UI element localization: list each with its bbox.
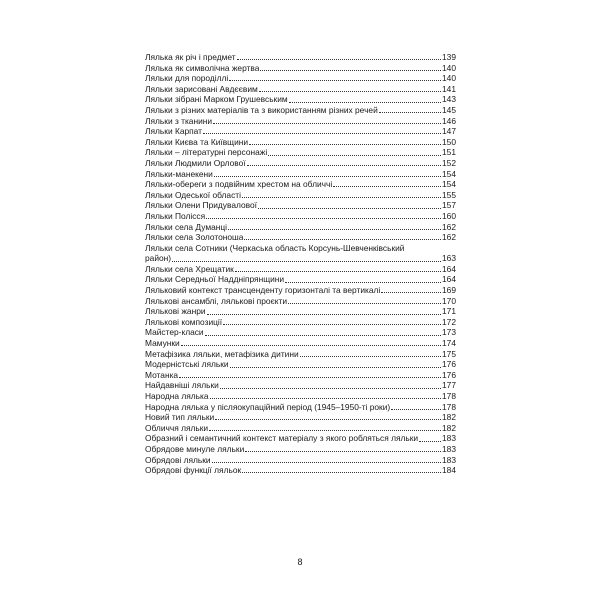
toc-entry [145,126,456,137]
toc-title: Ляльки Києва та Київщини [145,136,249,147]
toc-page-number: 140 [442,73,456,84]
toc-title: Лялька як річ і предмет [145,52,236,62]
leader-dots [259,91,441,92]
leader-dots [220,388,441,389]
toc-title: Ляльки Полісся [145,210,206,221]
toc-entry [145,52,456,63]
toc-page-number: 178 [442,401,456,412]
leader-dots [268,155,441,156]
toc-title-continuation-line [145,253,456,264]
toc-title: Лялька як символічна жертва [145,62,260,73]
leader-dots [333,186,441,187]
toc-entry [145,243,456,264]
toc-title: Майстер-класи [145,327,204,338]
toc-entry [145,423,456,434]
toc-page-number: 171 [442,306,456,317]
leader-dots [258,208,441,209]
leader-dots [210,398,442,399]
toc-title: Мамунки [145,338,180,349]
toc-title: Найдавніші ляльки [145,380,219,391]
page-number: 8 [297,557,303,567]
leader-dots [242,197,441,198]
toc-page-number: 183 [442,454,456,465]
leader-dots [229,80,441,81]
toc-page-number: 163 [442,253,456,264]
toc-entry [145,317,456,328]
toc-entry [145,211,456,222]
toc-entry [145,285,456,296]
toc-entry [145,222,456,233]
toc-page-number: 155 [442,189,456,200]
toc-page-number: 182 [442,422,456,433]
leader-dots [285,282,441,283]
toc-entry [145,359,456,370]
toc-entry [145,73,456,84]
toc-page-number: 177 [442,380,456,391]
toc-entry [145,349,456,360]
toc-page-number: 151 [442,147,456,158]
leader-dots [207,314,441,315]
toc-page-number: 147 [442,126,456,137]
toc-title: Ляльки-обереги з подвійним хрестом на обличчі [145,179,333,190]
toc-title: Мотанка [145,369,179,380]
toc-page-number: 170 [442,295,456,306]
toc-entry [145,169,456,180]
toc-page-number: 143 [442,94,456,105]
toc-page-number: 162 [442,221,456,232]
toc-entry [145,274,456,285]
toc-page-number: 173 [442,327,456,338]
table-of-contents [145,52,456,476]
leader-dots [260,70,441,71]
leader-dots [214,176,441,177]
leader-dots [288,303,441,304]
toc-entry [145,147,456,158]
toc-entry [145,94,456,105]
toc-entry [145,158,456,169]
toc-title: Лялькові композиції [145,316,223,327]
toc-title: Ляльки-манекени [145,168,213,179]
toc-entry [145,190,456,201]
leader-dots [172,261,441,262]
leader-dots [212,462,441,463]
leader-dots [213,123,441,124]
toc-entry [145,179,456,190]
toc-page-number: 183 [442,443,456,454]
toc-title: Народна лялька у післяокупаційний період (1945–1950-ті роки) [145,401,391,412]
toc-title: Ляльки зібрані Марком Грушевським [145,94,288,105]
toc-title: Ляльки села Золотоноша [145,232,244,243]
toc-entry [145,327,456,338]
toc-title: Ляльки – літературні персонажі [145,147,268,158]
leader-dots [215,419,441,420]
leader-dots [223,324,441,325]
toc-page-number: 152 [442,157,456,168]
toc-title: Модерністські ляльки [145,359,229,370]
toc-title: Ляльки для породіллі [145,73,229,84]
toc-page-number: 141 [442,83,456,94]
toc-page-number: 157 [442,200,456,211]
toc-page-number: 146 [442,115,456,126]
toc-page-number: 139 [442,52,456,62]
toc-title: Ляльки зарисовані Авдєєвим [145,83,258,94]
leader-dots [205,335,441,336]
toc-title: Ляльки Карпат [145,126,202,137]
toc-page-number: 183 [442,433,456,444]
toc-page-number: 145 [442,104,456,115]
toc-page-number: 176 [442,369,456,380]
toc-title: Обрядові ляльки [145,454,211,465]
toc-page-number: 160 [442,210,456,221]
leader-dots [381,292,441,293]
leader-dots [206,218,441,219]
toc-title: Ляльки Людмили Орлової [145,157,246,168]
toc-page-number: 182 [442,412,456,423]
leader-dots [419,441,441,442]
leader-dots [244,239,441,240]
toc-entry [145,116,456,127]
toc-title: Новий тип ляльки [145,412,215,423]
toc-entry [145,137,456,148]
toc-page-number: 164 [442,263,456,274]
toc-entry [145,444,456,455]
leader-dots [247,165,441,166]
leader-dots [181,345,441,346]
toc-entry [145,338,456,349]
toc-entry [145,412,456,423]
toc-entry [145,200,456,211]
toc-title: Ляльки села Хрещатик [145,263,234,274]
toc-entry [145,391,456,402]
toc-title: Ляльки села Сотники (Черкаська область Корсунь-Шевченківський [145,242,405,253]
toc-title: Обрядові функції ляльок [145,465,242,476]
toc-page-number: 162 [442,232,456,243]
leader-dots [179,377,441,378]
toc-title: Ляльковий контекст трансценденту горизонталі та вертикалі [145,285,381,296]
toc-page-number: 154 [442,179,456,190]
toc-title: Метафізика ляльки, метафізика дитини [145,348,299,359]
toc-title: Обличчя ляльки [145,422,209,433]
toc-title: Обрядове минуле ляльки [145,443,245,454]
toc-entry [145,433,456,444]
toc-page-number: 150 [442,136,456,147]
toc-entry [145,296,456,307]
toc-page-number: 140 [442,62,456,73]
toc-page-number: 176 [442,359,456,370]
toc-title: Ляльки Одеської області [145,189,241,200]
leader-dots [245,451,441,452]
toc-page-number: 172 [442,316,456,327]
toc-title: Лялькові жанри [145,306,206,317]
leader-dots [391,409,441,410]
toc-page-number: 175 [442,348,456,359]
toc-title: Ляльки села Думанці [145,221,228,232]
toc-page-number: 184 [442,465,456,476]
toc-page-number: 174 [442,338,456,349]
leader-dots [379,112,441,113]
toc-page-number: 178 [442,391,456,401]
toc-page-number: 169 [442,285,456,296]
toc-entry [145,264,456,275]
toc-entry [145,84,456,95]
toc-title-continuation: район) [145,253,172,264]
toc-title: Образний і семантичний контекст матеріалу з якого робляться ляльки [145,433,419,444]
toc-entry [145,232,456,243]
toc-title: Ляльки Середньої Наддніпрянщини [145,274,285,285]
toc-title: Ляльки з різних матеріалів та з використанням різних речей [145,104,378,115]
leader-dots [300,356,441,357]
leader-dots [230,367,441,368]
leader-dots [242,472,441,473]
toc-page-number: 154 [442,168,456,179]
toc-title: Лялькові ансамблі, лялькові проєкти [145,295,288,306]
leader-dots [289,102,441,103]
toc-page-number: 164 [442,274,456,285]
toc-entry [145,370,456,381]
toc-entry [145,455,456,466]
toc-entry [145,63,456,74]
leader-dots [228,229,441,230]
toc-entry [145,380,456,391]
toc-title: Ляльки Олени Придувалової [145,200,257,211]
toc-entry [145,402,456,413]
leader-dots [209,430,441,431]
leader-dots [237,59,441,60]
leader-dots [203,133,441,134]
toc-entry [145,306,456,317]
toc-entry [145,105,456,116]
toc-entry [145,465,456,476]
leader-dots [249,144,441,145]
toc-title: Ляльки з тканини [145,115,213,126]
leader-dots [235,271,441,272]
toc-title: Народна лялька [145,391,209,401]
